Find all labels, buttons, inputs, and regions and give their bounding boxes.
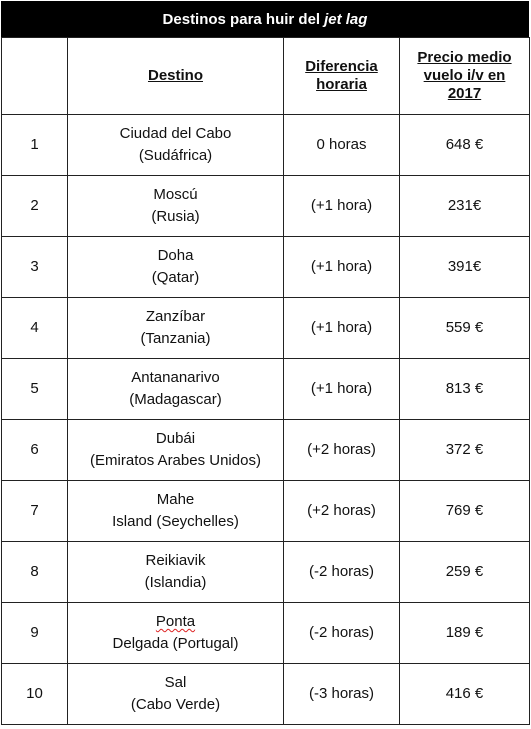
destination-cell <box>68 359 284 420</box>
flight-price: 813 € <box>400 359 530 420</box>
time-difference: (-2 horas) <box>284 542 400 603</box>
flight-price: 648 € <box>400 115 530 176</box>
row-number: 1 <box>2 115 68 176</box>
row-number: 3 <box>2 237 68 298</box>
row-number: 5 <box>2 359 68 420</box>
destination-cell <box>68 176 284 237</box>
flight-price: 259 € <box>400 542 530 603</box>
flight-price: 372 € <box>400 420 530 481</box>
flight-price: 189 € <box>400 603 530 664</box>
header-number <box>2 38 68 115</box>
flight-price: 391€ <box>400 237 530 298</box>
destination-country: Island (Seychelles) <box>112 513 239 530</box>
row-number: 6 <box>2 420 68 481</box>
destination-country: (Emiratos Arabes Unidos) <box>90 452 261 469</box>
destinations-table <box>1 37 530 725</box>
destination-country: (Cabo Verde) <box>130 696 221 713</box>
destinations-table-container <box>1 1 529 725</box>
table-title <box>1 1 529 37</box>
destination-country: (Tanzania) <box>140 330 211 347</box>
title-text: Destinos para huir del <box>162 10 321 28</box>
destination-cell <box>68 542 284 603</box>
row-number: 8 <box>2 542 68 603</box>
time-difference: (+2 horas) <box>284 420 400 481</box>
table-row <box>2 542 530 603</box>
destination-name: Reikiavik <box>145 552 206 569</box>
table-row <box>2 664 530 725</box>
destination-name: Sal <box>164 674 187 691</box>
row-number: 7 <box>2 481 68 542</box>
destination-cell <box>68 298 284 359</box>
destination-name: Dubái <box>155 430 196 447</box>
row-number: 9 <box>2 603 68 664</box>
time-difference: (+1 hora) <box>284 237 400 298</box>
destination-cell <box>68 237 284 298</box>
time-difference: (+1 hora) <box>284 176 400 237</box>
row-number: 4 <box>2 298 68 359</box>
destination-cell <box>68 481 284 542</box>
table-row <box>2 176 530 237</box>
flight-price: 769 € <box>400 481 530 542</box>
destination-country: Delgada (Portugal) <box>112 635 239 652</box>
destination-cell <box>68 420 284 481</box>
table-row <box>2 420 530 481</box>
table-row <box>2 359 530 420</box>
destination-name <box>68 611 283 633</box>
destination-name: Antananarivo <box>131 369 220 386</box>
header-diferencia-label: Diferencia horaria <box>305 58 378 93</box>
header-precio <box>400 38 530 115</box>
destination-country: (Madagascar) <box>129 391 222 408</box>
table-row <box>2 298 530 359</box>
header-diferencia <box>284 38 400 115</box>
destination-country: (Islandia) <box>144 574 207 591</box>
time-difference: (-3 horas) <box>284 664 400 725</box>
flight-price: 231€ <box>400 176 530 237</box>
flight-price: 416 € <box>400 664 530 725</box>
row-number: 10 <box>2 664 68 725</box>
table-row <box>2 603 530 664</box>
time-difference: (+1 hora) <box>284 298 400 359</box>
header-destino: Destino <box>68 38 284 115</box>
destination-name: Zanzíbar <box>145 308 206 325</box>
destination-country: (Sudáfrica) <box>138 147 213 164</box>
table-row <box>2 115 530 176</box>
spellcheck-underlined-word[interactable]: Ponta <box>155 613 196 630</box>
destination-country: (Qatar) <box>151 269 200 286</box>
flight-price: 559 € <box>400 298 530 359</box>
time-difference: (+1 hora) <box>284 359 400 420</box>
destination-cell <box>68 115 284 176</box>
destination-name: Moscú <box>153 186 198 203</box>
destination-name: Doha <box>157 247 194 264</box>
destination-country: (Rusia) <box>151 208 200 225</box>
time-difference: (+2 horas) <box>284 481 400 542</box>
destination-cell <box>68 603 284 664</box>
time-difference: (-2 horas) <box>284 603 400 664</box>
destination-name: Mahe <box>156 491 195 508</box>
table-row <box>2 481 530 542</box>
destination-cell <box>68 664 284 725</box>
destination-name: Ciudad del Cabo <box>119 125 232 142</box>
header-row <box>2 38 530 115</box>
time-difference: 0 horas <box>284 115 400 176</box>
table-row <box>2 237 530 298</box>
row-number: 2 <box>2 176 68 237</box>
title-emphasis: jet lag <box>324 10 368 28</box>
header-precio-label: Precio medio vuelo i/v en 2017 <box>417 49 512 102</box>
